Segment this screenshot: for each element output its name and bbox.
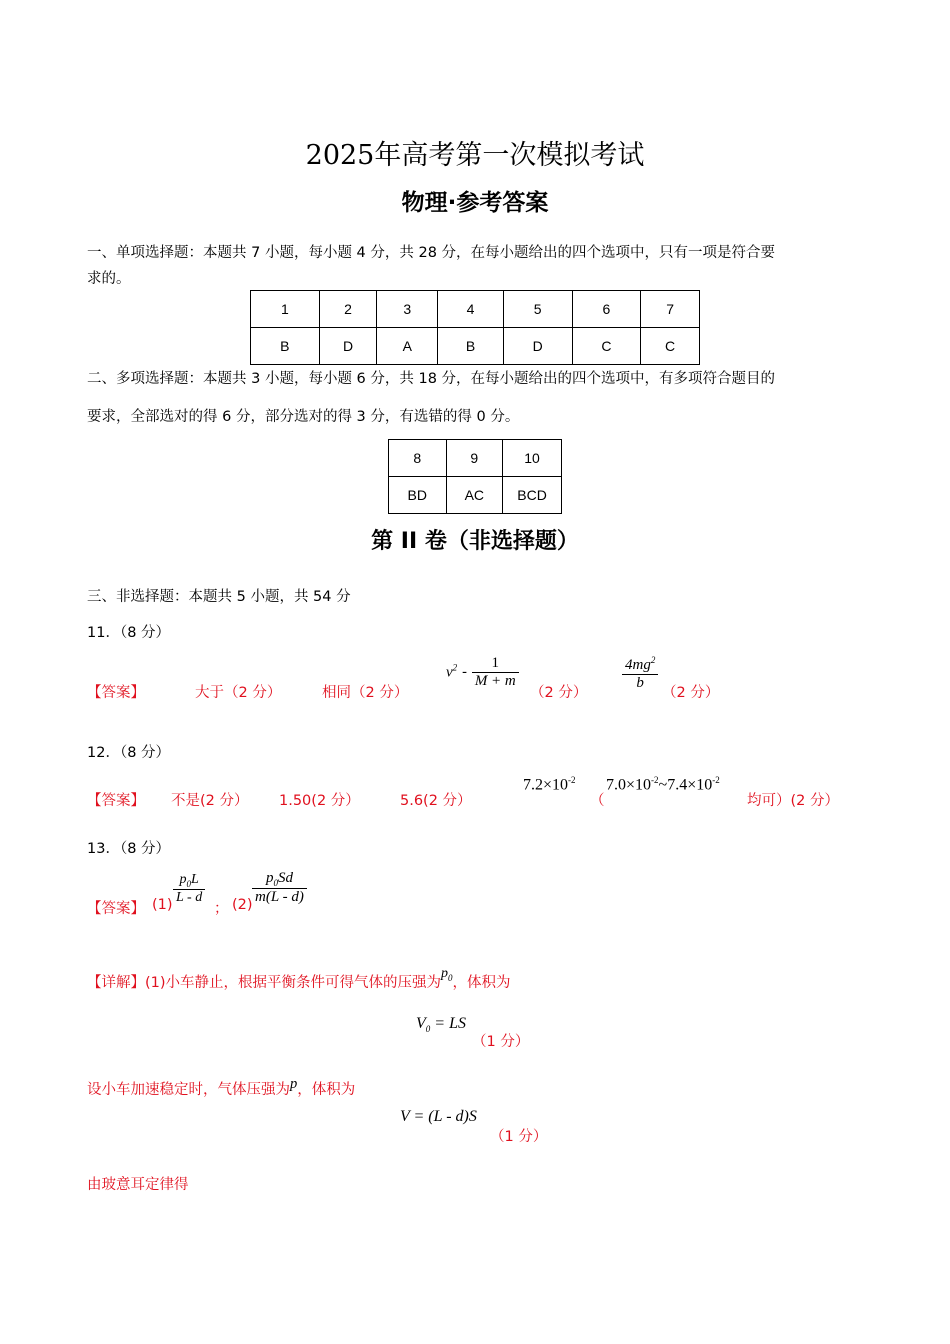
range-start: 7.0×10 xyxy=(606,776,652,794)
table-row xyxy=(251,328,700,365)
q11-answer-2: 相同（2 分） xyxy=(322,685,409,701)
range-end: 7.4×10 xyxy=(667,776,713,794)
table-cell: C xyxy=(572,328,641,365)
q11-answer-tag: 【答案】 xyxy=(87,685,145,701)
fraction-numerator xyxy=(173,872,205,890)
table-cell: 10 xyxy=(503,440,562,477)
q12-answer-3: 5.6(2 分） xyxy=(400,793,472,809)
formula-fraction xyxy=(252,870,307,906)
fraction-denominator: m(L - d) xyxy=(255,889,304,905)
q13-formula-2 xyxy=(252,870,307,906)
range-end-exponent: -2 xyxy=(712,775,720,785)
formula-fraction xyxy=(622,655,658,692)
detail-tag: 【详解】 xyxy=(87,975,145,991)
detail-text: (1)小车静止，根据平衡条件可得气体的压强为 xyxy=(145,975,442,991)
q13-part1-marker: (1) xyxy=(152,897,173,913)
eq-var: V xyxy=(416,1015,426,1032)
part1-instruction-line1: 一、单项选择题：本题共 7 小题，每小题 4 分，共 28 分，在每小题给出的四个选项中，只有一项是符合要 xyxy=(87,245,776,261)
page-title: 2025年高考第一次模拟考试 xyxy=(305,140,645,171)
numerator-var: p xyxy=(265,870,274,886)
table-cell: 8 xyxy=(389,440,447,477)
q13-detail-line xyxy=(87,966,511,993)
q12-label: 12．（8 分） xyxy=(87,745,171,761)
table-row xyxy=(251,291,700,328)
table-cell: D xyxy=(503,328,572,365)
q13-formula-1 xyxy=(173,872,205,906)
q13-equation-1 xyxy=(416,1015,466,1034)
numerator-subscript: 0 xyxy=(273,878,278,888)
numerator-text: 4mg xyxy=(625,657,651,673)
eq-subscript: 0 xyxy=(425,1024,431,1035)
q13-separator: ； xyxy=(214,901,229,917)
table-cell: B xyxy=(251,328,320,365)
q13-part2-marker: (2) xyxy=(232,897,253,913)
table-cell: C xyxy=(641,328,700,365)
part2-instruction-line1: 二、多项选择题：本题共 3 小题，每小题 6 分，共 18 分，在每小题给出的四个选项中，有多项符合题目的 xyxy=(87,371,776,387)
q12-answer-1: 不是(2 分） xyxy=(171,793,249,809)
q13-equation-1-score: （1 分） xyxy=(472,1034,530,1050)
q11-formula-1 xyxy=(446,655,519,690)
q12-answer-tag: 【答案】 xyxy=(87,793,145,809)
formula-var: v xyxy=(446,664,453,681)
table-cell: A xyxy=(377,328,438,365)
value-text: 7.2×10 xyxy=(523,776,569,794)
fraction-denominator: b xyxy=(636,675,644,691)
table-cell: 6 xyxy=(572,291,641,328)
q13-label: 13．（8 分） xyxy=(87,841,171,857)
part1-instruction-line2: 求的。 xyxy=(87,271,131,287)
table-cell: BCD xyxy=(503,477,562,514)
q12-range xyxy=(606,775,720,794)
value-exponent: -2 xyxy=(568,775,576,785)
eq-rhs: = LS xyxy=(430,1015,466,1032)
q12-value-main xyxy=(523,775,576,794)
table-cell: D xyxy=(319,328,377,365)
numerator-subscript: 0 xyxy=(186,878,191,889)
numerator-var: p xyxy=(179,872,187,887)
q11-formula-2-score: （2 分） xyxy=(662,685,720,701)
range-separator: ~ xyxy=(658,776,668,794)
table-cell: 5 xyxy=(503,291,572,328)
q11-answer-1: 大于（2 分） xyxy=(195,685,282,701)
fraction-denominator: M + m xyxy=(474,673,516,689)
formula-fraction xyxy=(173,872,205,906)
q13-line4: 由玻意耳定律得 xyxy=(87,1177,189,1193)
fraction-numerator xyxy=(252,870,307,889)
detail-pressure-symbol xyxy=(441,966,453,981)
q12-range-open: （ xyxy=(590,793,605,809)
symbol-var: p xyxy=(441,966,449,981)
fraction-numerator xyxy=(622,655,658,675)
symbol-subscript: 0 xyxy=(448,972,453,983)
detail-tail: ，体积为 xyxy=(452,975,511,991)
table-row xyxy=(389,440,562,477)
q13-equation-2-score: （1 分） xyxy=(490,1129,548,1145)
line3-text: 设小车加速稳定时，气体压强为 xyxy=(87,1082,290,1098)
section2-title: 第 II 卷（非选择题） xyxy=(371,529,579,554)
table-cell: 9 xyxy=(446,440,503,477)
table-cell: BD xyxy=(389,477,447,514)
q13-answer-tag: 【答案】 xyxy=(87,901,145,917)
line3-tail: ，体积为 xyxy=(297,1082,356,1098)
table-cell: 1 xyxy=(251,291,320,328)
formula-fraction xyxy=(472,655,519,690)
q12-answer-2: 1.50(2 分） xyxy=(279,793,360,809)
numerator-tail: Sd xyxy=(277,870,293,886)
q13-line3 xyxy=(87,1078,355,1099)
table-cell: 7 xyxy=(641,291,700,328)
table-cell: 3 xyxy=(377,291,438,328)
q11-formula-1-score: （2 分） xyxy=(530,685,588,701)
q11-label: 11．（8 分） xyxy=(87,625,171,641)
numerator-tail: L xyxy=(190,872,199,887)
pressure-symbol: p xyxy=(290,1076,298,1092)
fraction-numerator: 1 xyxy=(472,655,519,673)
table-cell: 4 xyxy=(438,291,504,328)
part2-answer-table xyxy=(388,439,562,514)
fraction-denominator: L - d xyxy=(176,889,203,905)
q11-formula-2 xyxy=(622,655,658,692)
q13-equation-2: V = (L - d)S xyxy=(400,1108,477,1125)
formula-operator: - xyxy=(461,662,468,681)
page-subtitle: 物理·参考答案 xyxy=(401,190,549,216)
range-start-exponent: -2 xyxy=(651,775,659,785)
formula-exponent: 2 xyxy=(650,655,656,665)
table-row xyxy=(389,477,562,514)
table-cell: AC xyxy=(446,477,503,514)
part3-title: 三、非选择题：本题共 5 小题，共 54 分 xyxy=(87,589,351,605)
table-cell: B xyxy=(438,328,504,365)
part1-answer-table xyxy=(250,290,700,365)
q12-range-close: 均可）(2 分） xyxy=(747,793,839,809)
part2-instruction-line2: 要求，全部选对的得 6 分，部分选对的得 3 分，有选错的得 0 分。 xyxy=(87,409,520,425)
formula-exponent: 2 xyxy=(452,662,458,673)
table-cell: 2 xyxy=(319,291,377,328)
